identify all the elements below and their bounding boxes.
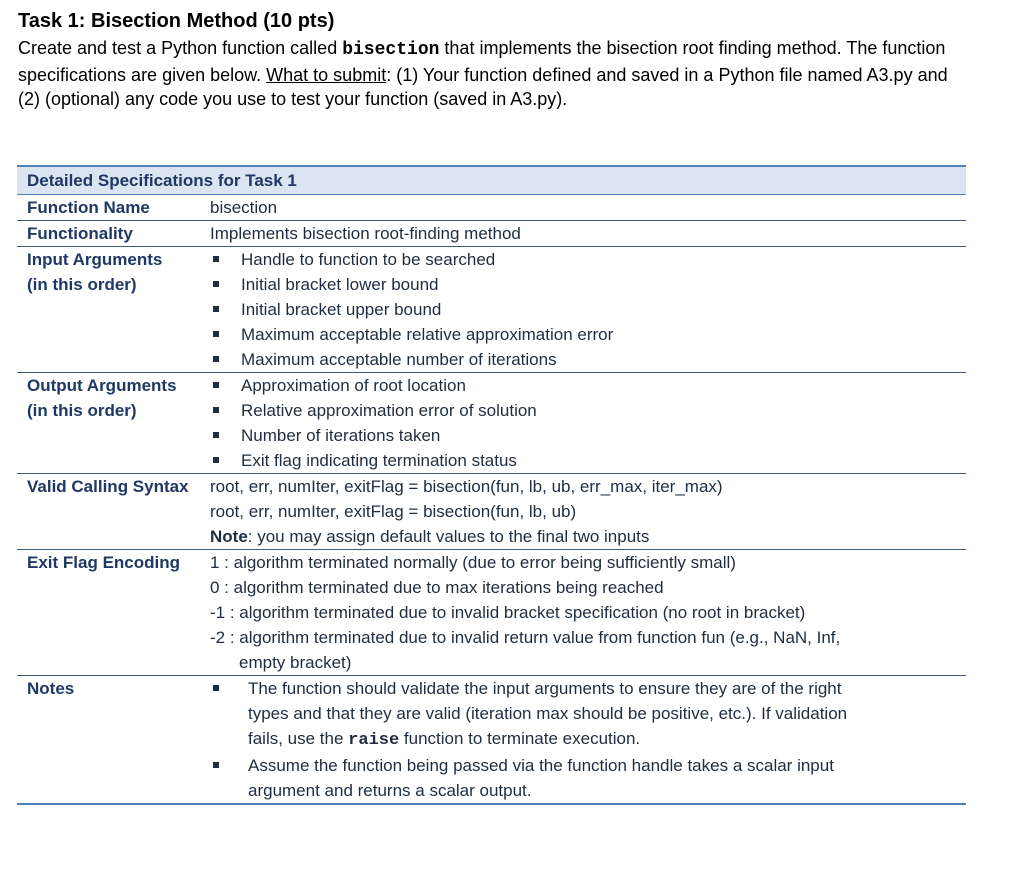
label-calling-syntax: Valid Calling Syntax (27, 477, 189, 496)
bullet-icon (210, 297, 241, 322)
row-notes (17, 676, 966, 805)
bullet-icon (210, 247, 241, 272)
list-item (210, 347, 966, 372)
label-exit-flag: Exit Flag Encoding (27, 553, 181, 572)
note-1-line-3 (248, 726, 847, 753)
row-calling-syntax (17, 474, 966, 550)
value-notes (210, 676, 966, 803)
row-input-arguments (17, 247, 966, 373)
bullet-icon (210, 272, 241, 297)
value-functionality: Implements bisection root-finding method (210, 224, 521, 243)
task-description (18, 36, 968, 112)
table-header: Detailed Specifications for Task 1 (27, 170, 297, 190)
bullet-icon (210, 676, 248, 753)
label-function-name: Function Name (27, 198, 150, 217)
bullet-icon (210, 398, 241, 423)
list-item (210, 322, 966, 347)
value-calling-syntax (210, 474, 966, 549)
list-item (210, 423, 966, 448)
raise-code: raise (348, 731, 400, 750)
input-arg-5: Maximum acceptable number of iterations (241, 350, 557, 369)
desc-text-3: : (1) Your function defined and saved in a Python file named A3.py and (2) (optional) any code you use to test your function (saved in A3.py). (18, 64, 948, 109)
value-function-name: bisection (210, 198, 278, 217)
list-item (210, 297, 966, 322)
output-arg-3: Number of iterations taken (241, 426, 441, 445)
note-2 (248, 753, 834, 803)
bullet-icon (210, 423, 241, 448)
value-exit-flag (210, 550, 966, 675)
task-heading (18, 6, 968, 112)
exit-flag-1: 1 : algorithm terminated normally (due to error being sufficiently small) (210, 553, 736, 572)
note-1-text-a: fails, use the (248, 729, 349, 748)
note-1-line-1: The function should validate the input arguments to ensure they are of the right (248, 679, 842, 698)
note-text: : you may assign default values to the final two inputs (247, 527, 650, 546)
row-functionality (17, 221, 966, 247)
input-arg-3: Initial bracket upper bound (241, 300, 442, 319)
list-item (210, 373, 966, 398)
exit-flag-0: 0 : algorithm terminated due to max iterations being reached (210, 578, 664, 597)
syntax-line-1: root, err, numIter, exitFlag = bisection(fun, lb, ub, err_max, iter_max) (210, 477, 723, 496)
bullet-icon (210, 753, 248, 803)
note-label: Note (210, 527, 248, 546)
desc-text-1: Create and test a Python function called (18, 38, 343, 58)
row-exit-flag (17, 550, 966, 676)
output-arg-2: Relative approximation error of solution (241, 401, 537, 420)
what-to-submit-label: What to submit (266, 64, 387, 85)
function-name-code: bisection (342, 40, 440, 60)
task-title: Task 1: Bisection Method (10 pts) (18, 10, 335, 32)
note-2-line-2: argument and returns a scalar output. (248, 781, 532, 800)
row-function-name (17, 195, 966, 221)
exit-flag-neg2-cont: empty bracket) (239, 653, 352, 672)
syntax-note (210, 524, 966, 549)
note-1-text-b: function to terminate execution. (399, 729, 641, 748)
list-item (210, 676, 966, 753)
list-item (210, 272, 966, 297)
bullet-icon (210, 322, 241, 347)
desc-text-2: that implements the bisection root finding method. The function specifications are given below. (18, 38, 946, 85)
label-input-line2: (in this order) (27, 275, 137, 294)
output-arg-4: Exit flag indicating termination status (241, 451, 517, 470)
bullet-icon (210, 373, 241, 398)
list-item (210, 247, 966, 272)
input-arg-4: Maximum acceptable relative approximation error (241, 325, 614, 344)
value-output-arguments (210, 373, 966, 473)
label-input-arguments (17, 247, 210, 372)
note-2-line-1: Assume the function being passed via the function handle takes a scalar input (248, 756, 834, 775)
label-functionality: Functionality (27, 224, 133, 243)
input-arg-2: Initial bracket lower bound (241, 275, 439, 294)
table-header-row (17, 165, 966, 195)
list-item (210, 398, 966, 423)
label-output-line2: (in this order) (27, 401, 137, 420)
label-output-line1: Output Arguments (27, 376, 177, 395)
label-output-arguments (17, 373, 210, 473)
note-1-line-2: types and that they are valid (iteration max should be positive, etc.). If validation (248, 704, 848, 723)
list-item (210, 448, 966, 473)
bullet-icon (210, 347, 241, 372)
syntax-line-2: root, err, numIter, exitFlag = bisection(fun, lb, ub) (210, 502, 577, 521)
label-notes: Notes (27, 679, 75, 698)
note-1 (248, 676, 847, 753)
bullet-icon (210, 448, 241, 473)
value-input-arguments (210, 247, 966, 372)
input-arg-1: Handle to function to be searched (241, 250, 496, 269)
output-arg-1: Approximation of root location (241, 376, 466, 395)
spec-table (17, 165, 966, 805)
row-output-arguments (17, 373, 966, 474)
label-input-line1: Input Arguments (27, 250, 163, 269)
exit-flag-neg2: -2 : algorithm terminated due to invalid return value from function fun (e.g., NaN, Inf, (210, 628, 841, 647)
exit-flag-neg1: -1 : algorithm terminated due to invalid bracket specification (no root in bracket) (210, 603, 806, 622)
list-item (210, 753, 966, 803)
